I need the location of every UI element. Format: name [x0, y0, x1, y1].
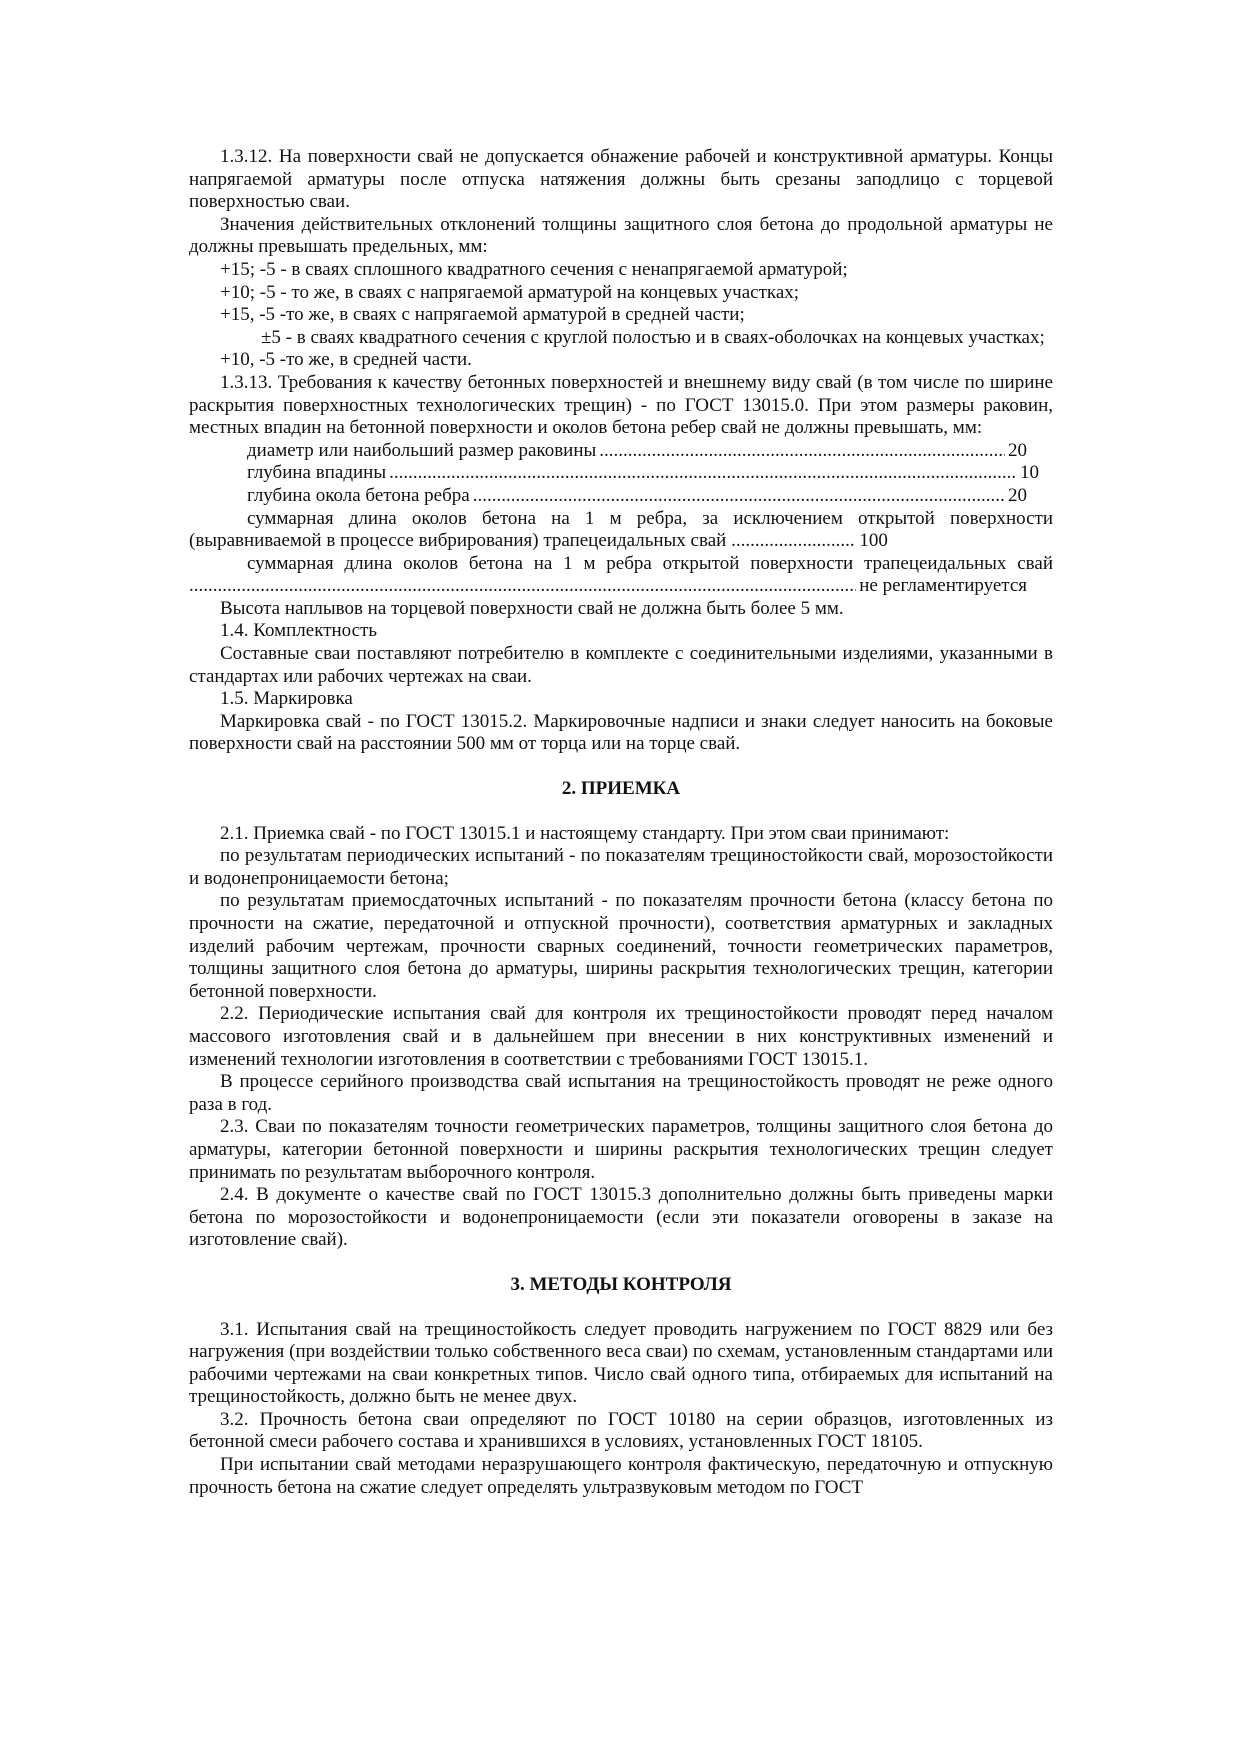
limit-label: диаметр или наибольший размер раковины [247, 439, 597, 461]
deviation-item: +10; -5 - то же, в сваях с напрягаемой арматурой на концевых участках; [220, 281, 800, 303]
leader-dots [473, 485, 1005, 508]
leader-dots [599, 440, 1005, 463]
leader-dots: .......................... [731, 530, 860, 552]
subheading-1-4: 1.4. Комплектность [220, 620, 378, 642]
paragraph-deviations: Значения действительных отклонений толщины защитного слоя бетона до продольной арматуры не должны превышать предельных, мм: [189, 213, 1053, 258]
paragraph-1-3-13: 1.3.13. Требования к качеству бетонных поверхностей и внешнему виду свай (в том числе по ширине раскрытия поверхностных технологических трещин) - по ГОСТ 13015.0. При этом размеры раковин, местных впадин на бетонной поверхности и околов бетона ребер свай не должны превышать, мм: [189, 371, 1053, 439]
deviation-item: +10, -5 -то же, в средней части. [220, 349, 472, 371]
deviation-item: ±5 - в сваях квадратного сечения с круглой полостью и в сваях-оболочках на концевых участках; [261, 326, 1045, 348]
limit-label: глубина впадины [247, 462, 387, 484]
document-page [189, 146, 1053, 1499]
paragraph-3-2-b: При испытании свай методами неразрушающего контроля фактическую, передаточную и отпускную прочность бетона на сжатие следует определять ультразвуковым методом по ГОСТ [189, 1454, 1053, 1498]
paragraph-2-2-b: В процессе серийного производства свай испытания на трещиностойкость проводят не реже одного раза в год. [189, 1071, 1053, 1115]
limit-value: 10 [1020, 462, 1039, 484]
paragraph-flash: Высота наплывов на торцевой поверхности свай не должна быть более 5 мм. [220, 597, 844, 619]
paragraph-2-2: 2.2. Периодические испытания свай для контроля их трещиностойкости проводят перед началом массового изготовления свай и в дальнейшем при внесении в них конструктивных изменений и изменений технологии изготовления в соответствии с требованиями ГОСТ 13015.1. [189, 1003, 1053, 1070]
paragraph-1-5: Маркировка свай - по ГОСТ 13015.2. Маркировочные надписи и знаки следует наносить на боковые поверхности свай на расстоянии 500 мм от торца или на торце свай. [189, 710, 1053, 755]
section-2-title: 2. ПРИЕМКА [561, 778, 681, 800]
limit-value: 100 [859, 530, 888, 552]
limit-row [189, 575, 1053, 598]
paragraph-2-4: 2.4. В документе о качестве свай по ГОСТ 13015.3 дополнительно должны быть приведены марки бетона по морозостойкости и водонепроницаемости (если эти показатели оговорены в заказе на изготовление свай). [189, 1184, 1053, 1251]
limit-row-long [189, 508, 1053, 553]
paragraph-1-3-12: 1.3.12. На поверхности свай не допускается обнажение рабочей и конструктивной арматуры. Концы напрягаемой арматуры после отпуска натяжения должны быть срезаны заподлицо с торцевой поверхностью сваи. [189, 146, 1053, 213]
paragraph-2-3: 2.3. Сваи по показателям точности геометрических параметров, толщины защитного слоя бетона до арматуры, категории бетонной поверхности и ширины раскрытия технологических трещин следует принимать по результатам выборочного контроля. [189, 1116, 1053, 1183]
paragraph-2-1: 2.1. Приемка свай - по ГОСТ 13015.1 и настоящему стандарту. При этом сваи принимают: [220, 822, 950, 844]
deviation-item: +15; -5 - в сваях сплошного квадратного сечения с ненапрягаемой арматурой; [220, 258, 848, 280]
deviation-item: +15, -5 -то же, в сваях с напрягаемой арматурой в средней части; [220, 304, 745, 326]
leader-dots [389, 462, 1017, 485]
leader-dots [189, 575, 856, 598]
limit-value: не регламентируется [859, 575, 1027, 597]
limit-label-long: суммарная длина околов бетона на 1 м ребра открытой поверхности трапецеидальных свай [247, 552, 1053, 574]
limit-row [189, 485, 1053, 508]
section-3-title: 3. МЕТОДЫ КОНТРОЛЯ [510, 1273, 732, 1295]
limit-label: суммарная длина околов бетона на 1 м ребра, за исключением открытой поверхности (выравниваемой в процессе вибрирования) трапецеидальных свай [189, 507, 1053, 552]
limit-value: 20 [1008, 439, 1027, 461]
limit-label: глубина окола бетона ребра [247, 484, 470, 506]
limit-row [189, 440, 1053, 463]
paragraph-1-4: Составные сваи поставляют потребителю в комплекте с соединительными изделиями, указанными в стандартах или рабочих чертежах на сваи. [189, 643, 1053, 687]
paragraph-2-1-b: по результатам приемосдаточных испытаний - по показателям прочности бетона (классу бетона по прочности на сжатие, передаточной и отпускной прочности), соответствия арматурных и закладных изделий рабочим чертежам, прочности сварных соединений, точности геометрических параметров, толщины защитного слоя бетона до арматуры, ширины раскрытия технологических трещин, категории бетонной поверхности. [189, 890, 1053, 1002]
paragraph-2-1-a: по результатам периодических испытаний - по показателям трещиностойкости свай, морозостойкости и водонепроницаемости бетона; [189, 845, 1053, 889]
paragraph-3-1: 3.1. Испытания свай на трещиностойкость следует проводить нагружением по ГОСТ 8829 или без нагружения (при воздействии только собственного веса сваи) по схемам, установленным стандартами или рабочими чертежами на сваи конкретных типов. Число свай одного типа, отбираемых для испытаний на трещиностойкость, должно быть не менее двух. [189, 1318, 1053, 1408]
paragraph-3-2: 3.2. Прочность бетона сваи определяют по ГОСТ 10180 на серии образцов, изготовленных из бетонной смеси рабочего состава и хранившихся в условиях, установленных ГОСТ 18105. [189, 1408, 1053, 1453]
limit-row [189, 462, 1053, 485]
subheading-1-5: 1.5. Маркировка [220, 688, 353, 710]
limit-value: 20 [1008, 484, 1027, 506]
